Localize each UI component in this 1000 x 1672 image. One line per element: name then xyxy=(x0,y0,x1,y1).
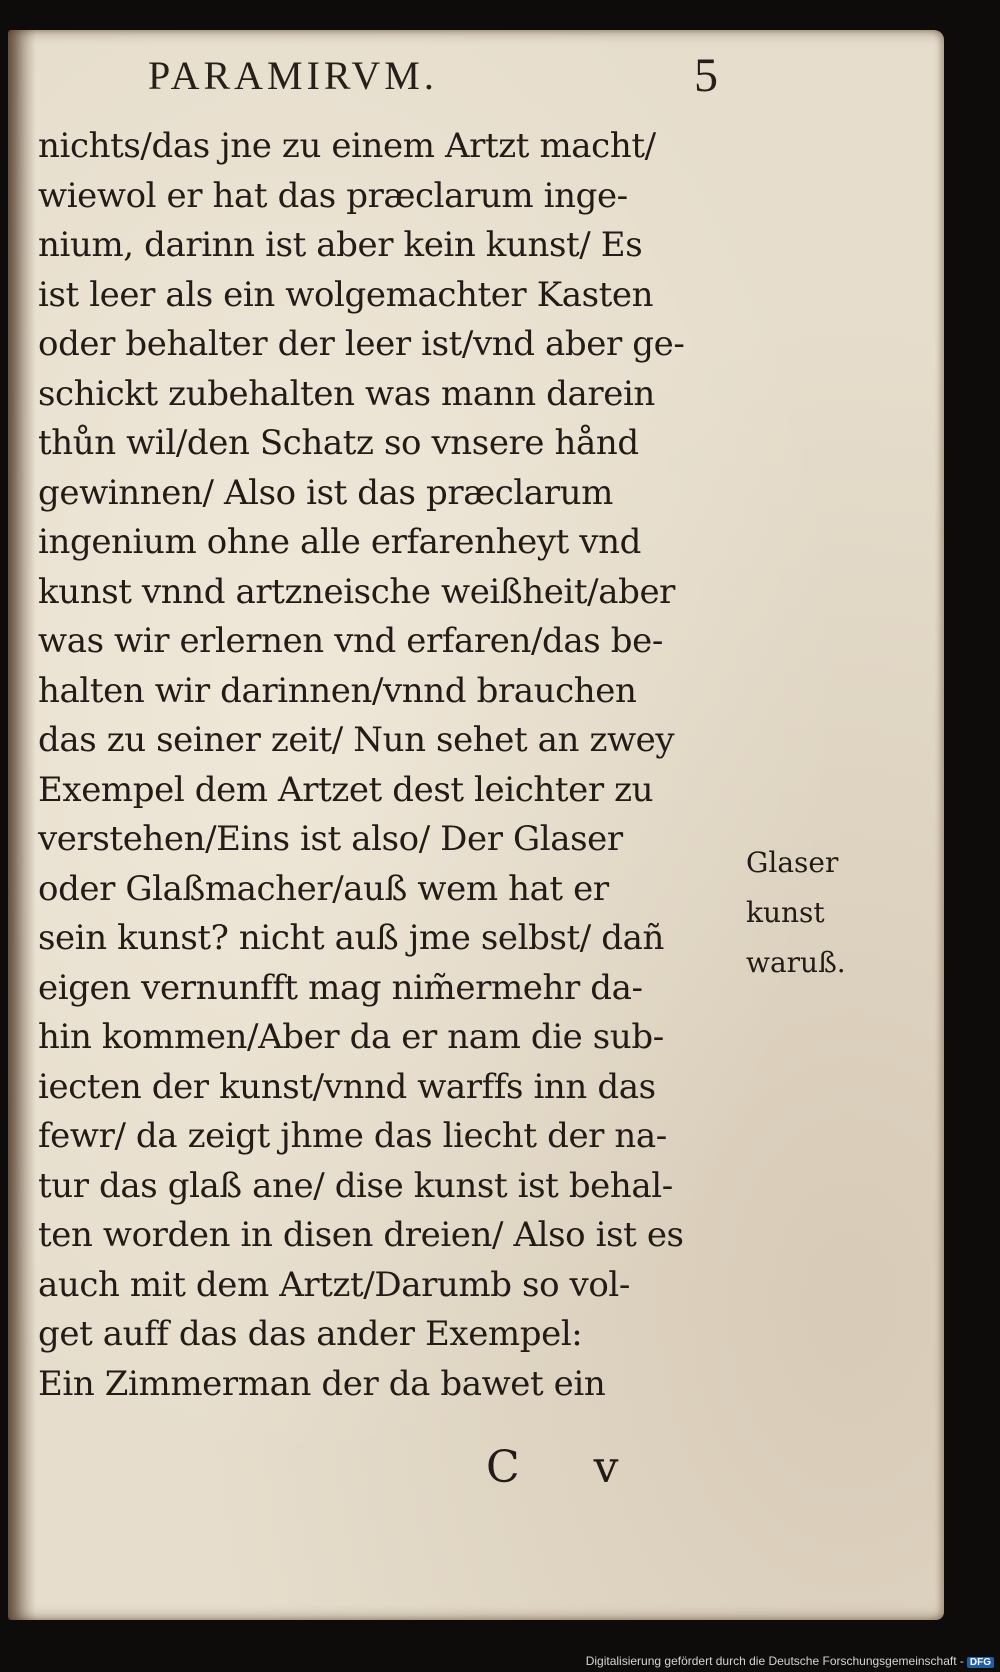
text-line: Exempel dem Artzet dest leichter zu xyxy=(38,769,654,810)
spine-shadow xyxy=(8,30,36,1620)
text-line: ist leer als ein wolgemachter Kasten xyxy=(38,274,654,315)
text-line: halten wir darinnen/vnnd brauchen xyxy=(38,670,637,711)
text-line: sein kunst? nicht auß jme selbst/ dañ xyxy=(38,918,664,958)
digitization-credit xyxy=(586,1654,994,1668)
credit-text: Digitalisierung gefördert durch die Deutsche Forschungsgemeinschaft - xyxy=(585,1654,964,1668)
text-line: tur das glaß ane/ dise kunst ist behal- xyxy=(38,1165,673,1206)
text-line: nium, darinn ist aber kein kunst/ Es xyxy=(38,225,643,265)
text-line: gewinnen/ Also ist das præclarum xyxy=(38,472,613,513)
text-line: Ein Zimmerman der da bawet ein xyxy=(38,1363,606,1404)
text-line: verstehen/Eins ist also/ Der Glaser xyxy=(38,819,623,859)
running-title: PARAMIRVM. xyxy=(148,53,438,98)
text-line: iecten der kunst/vnnd warffs inn das xyxy=(38,1066,656,1107)
marginal-note xyxy=(746,838,896,988)
text-line: nichts/das jne zu einem Artzt macht/ xyxy=(38,126,656,166)
signature-mark: C v xyxy=(486,1442,649,1493)
text-line: schickt zubehalten was mann darein xyxy=(38,373,655,414)
text-line: thůn wil/den Schatz so vnsere hånd xyxy=(38,423,639,463)
book-page xyxy=(8,30,944,1620)
text-line: fewr/ da zeigt jhme das liecht der na- xyxy=(38,1116,667,1156)
text-line: das zu seiner zeit/ Nun sehet an zwey xyxy=(38,720,675,760)
text-line: oder behalter der leer ist/vnd aber ge- xyxy=(38,324,685,364)
text-line: hin kommen/Aber da er nam die sub- xyxy=(38,1017,664,1057)
dfg-logo: DFG xyxy=(967,1657,994,1668)
text-line: get auff das das ander Exempel: xyxy=(38,1314,583,1354)
marginal-note-line: waruß. xyxy=(746,946,846,979)
marginal-note-line: kunst xyxy=(746,896,825,929)
text-line: wiewol er hat das præclarum inge- xyxy=(38,175,628,216)
text-line: ingenium ohne alle erfarenheyt vnd xyxy=(38,522,641,562)
text-line: was wir erlernen vnd erfaren/das be- xyxy=(38,621,663,661)
text-line: eigen vernunfft mag nim̃ermehr da- xyxy=(38,967,643,1008)
text-line: oder Glaßmacher/auß wem hat er xyxy=(38,868,609,909)
body-text xyxy=(38,122,738,1409)
marginal-note-line: Glaser xyxy=(746,846,839,879)
page-number: 5 xyxy=(694,49,718,102)
text-line: auch mit dem Artzt/Darumb so vol- xyxy=(38,1264,630,1305)
text-line: kunst vnnd artzneische weißheit/aber xyxy=(38,571,676,612)
text-line: ten worden in disen dreien/ Also ist es xyxy=(38,1215,684,1255)
